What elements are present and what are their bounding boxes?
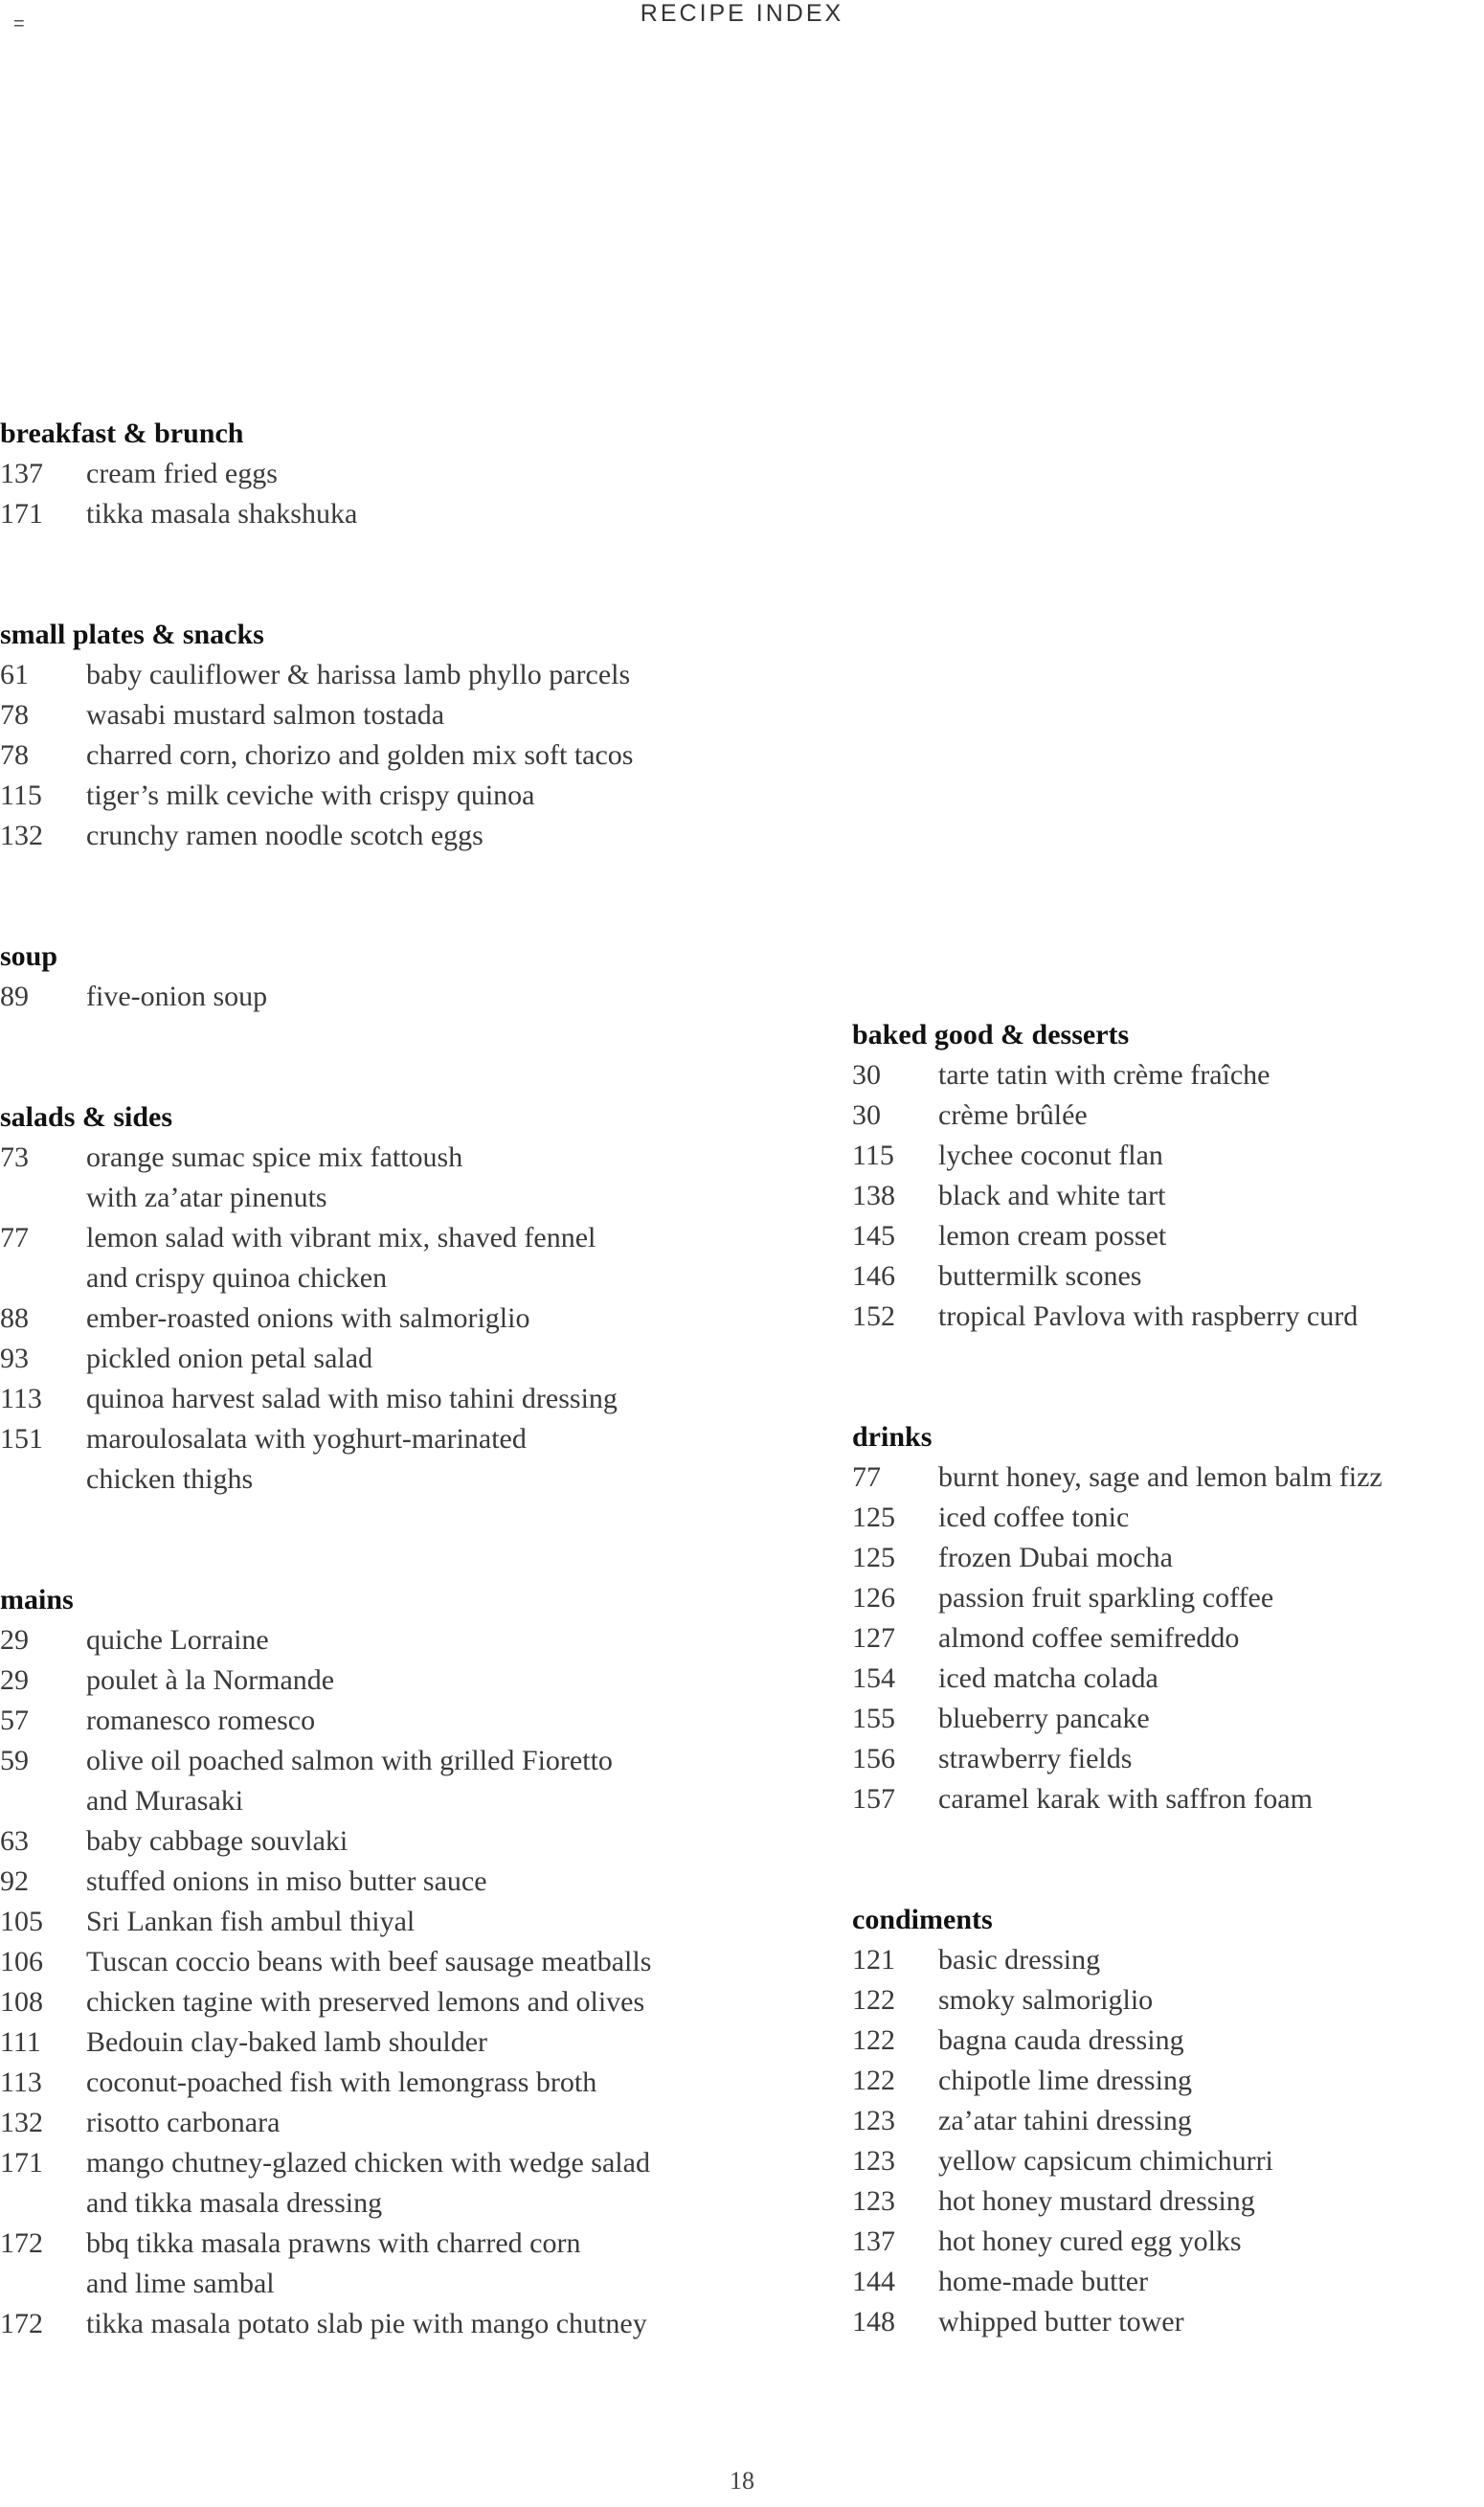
entry-page-number: 63 (0, 1825, 29, 1857)
entry-page-number: 144 (852, 2266, 895, 2297)
entry-page-number: 172 (0, 2227, 43, 2259)
index-entry (852, 2061, 1484, 2101)
entry-title: maroulosalata with yoghurt-marinated chicken thighs (86, 1423, 527, 1495)
entry-page-number: 127 (852, 1622, 895, 1654)
entry-page-number: 138 (852, 1180, 895, 1211)
entry-page-number: 30 (852, 1099, 881, 1131)
entry-page-number: 155 (852, 1703, 895, 1734)
entry-title: Tuscan coccio beans with beef sausage meatballs (86, 1946, 652, 1977)
index-entry (852, 1739, 1484, 1779)
entry-title: passion fruit sparkling coffee (938, 1582, 1274, 1614)
index-entry (0, 1379, 795, 1419)
entry-title: risotto carbonara (86, 2107, 281, 2138)
index-entry (0, 1862, 795, 1902)
entry-title: tikka masala shakshuka (86, 498, 358, 530)
entry-page-number: 151 (0, 1423, 43, 1455)
index-entry (852, 1136, 1484, 1176)
entry-title: crème brûlée (938, 1099, 1088, 1131)
index-entry (0, 1821, 795, 1862)
section-title: salads & sides (0, 1101, 173, 1133)
entry-title: baby cabbage souvlaki (86, 1825, 349, 1857)
entry-title: tropical Pavlova with raspberry curd (938, 1300, 1359, 1332)
running-head: RECIPE INDEX (640, 0, 844, 27)
section-small-plates-snacks (0, 615, 795, 856)
index-entry (0, 1419, 795, 1500)
section-salads-sides (0, 1097, 795, 1500)
index-entry (0, 454, 795, 494)
entry-page-number: 123 (852, 2105, 895, 2136)
index-entry (0, 1741, 795, 1821)
section-drinks (852, 1417, 1484, 1819)
left-column (0, 414, 795, 2344)
entry-title: strawberry fields (938, 1743, 1133, 1774)
index-entry (852, 1699, 1484, 1739)
entry-title: charred corn, chorizo and golden mix soft tacos (86, 739, 634, 771)
entry-title: chicken tagine with preserved lemons and olives (86, 1986, 645, 2018)
entry-page-number: 157 (852, 1783, 895, 1815)
entry-title: stuffed onions in miso butter sauce (86, 1865, 487, 1897)
index-entry (852, 1618, 1484, 1659)
entry-page-number: 148 (852, 2306, 895, 2338)
index-entry (852, 1940, 1484, 1980)
section-baked-good-desserts (852, 1015, 1484, 1337)
entry-page-number: 111 (0, 2026, 41, 2058)
index-entry (852, 1176, 1484, 1216)
entry-page-number: 123 (852, 2185, 895, 2217)
section-title: small plates & snacks (0, 619, 264, 650)
entry-title: hot honey mustard dressing (938, 2185, 1255, 2217)
entry-title: caramel karak with saffron foam (938, 1783, 1313, 1815)
index-entry (852, 2141, 1484, 2181)
entry-page-number: 61 (0, 659, 29, 690)
entry-title: whipped butter tower (938, 2306, 1184, 2338)
entry-page-number: 125 (852, 1502, 895, 1533)
entry-title: cream fried eggs (86, 458, 278, 489)
entry-page-number: 125 (852, 1542, 895, 1573)
index-entry (0, 1620, 795, 1660)
entry-title: iced matcha colada (938, 1662, 1158, 1694)
entry-title: burnt honey, sage and lemon balm fizz (938, 1461, 1383, 1493)
entry-page-number: 146 (852, 1260, 895, 1292)
index-entry (0, 816, 795, 856)
index-entry (852, 1659, 1484, 1699)
entry-title: wasabi mustard salmon tostada (86, 699, 445, 731)
section-breakfast-brunch (0, 414, 795, 534)
entry-page-number: 113 (0, 2067, 42, 2098)
index-entry (0, 1701, 795, 1741)
index-entry (852, 1095, 1484, 1136)
section-title: drinks (852, 1421, 933, 1453)
entry-title: lychee coconut flan (938, 1140, 1163, 1171)
entry-page-number: 106 (0, 1946, 43, 1977)
index-entry (852, 1498, 1484, 1538)
index-entry (0, 1982, 795, 2022)
entry-title: ember-roasted onions with salmoriglio (86, 1302, 530, 1334)
section-mains (0, 1580, 795, 2344)
entry-title: coconut-poached fish with lemongrass broth (86, 2067, 597, 2098)
index-entry (852, 1216, 1484, 1256)
entry-page-number: 88 (0, 1302, 29, 1334)
entry-title: almond coffee semifreddo (938, 1622, 1240, 1654)
section-title: condiments (852, 1904, 993, 1935)
entry-page-number: 59 (0, 1745, 29, 1776)
entry-title: blueberry pancake (938, 1703, 1150, 1734)
entry-title: tikka masala potato slab pie with mango chutney (86, 2308, 647, 2339)
index-entry (852, 2222, 1484, 2262)
index-entry (852, 1256, 1484, 1297)
index-entry (0, 1138, 795, 1218)
index-entry (0, 695, 795, 735)
index-entry (0, 1942, 795, 1982)
entry-page-number: 113 (0, 1383, 42, 1414)
entry-page-number: 122 (852, 2065, 895, 2096)
index-entry (0, 2224, 795, 2304)
entry-page-number: 93 (0, 1343, 29, 1374)
index-entry (852, 1980, 1484, 2021)
entry-page-number: 29 (0, 1664, 29, 1696)
entry-title: olive oil poached salmon with grilled Fioretto and Murasaki (86, 1745, 613, 1817)
entry-page-number: 73 (0, 1141, 29, 1173)
entry-title: bagna cauda dressing (938, 2024, 1184, 2056)
section-title: mains (0, 1584, 74, 1615)
index-entry (0, 2304, 795, 2344)
index-entry (852, 2302, 1484, 2342)
index-entry (0, 655, 795, 695)
entry-page-number: 115 (852, 1140, 894, 1171)
index-entry (0, 2022, 795, 2063)
entry-title: quiche Lorraine (86, 1624, 269, 1656)
entry-page-number: 122 (852, 2024, 895, 2056)
index-entry (0, 735, 795, 776)
section-title: breakfast & brunch (0, 418, 244, 449)
entry-title: tarte tatin with crème fraîche (938, 1059, 1270, 1091)
entry-title: pickled onion petal salad (86, 1343, 373, 1374)
entry-title: lemon cream posset (938, 1220, 1167, 1252)
section-title: soup (0, 940, 58, 972)
entry-title: za’atar tahini dressing (938, 2105, 1192, 2136)
entry-page-number: 137 (852, 2225, 895, 2257)
entry-page-number: 78 (0, 699, 29, 731)
entry-page-number: 171 (0, 2147, 43, 2179)
index-entry (0, 776, 795, 816)
page-number: 18 (730, 2467, 754, 2495)
entry-title: Bedouin clay-baked lamb shoulder (86, 2026, 488, 2058)
entry-title: yellow capsicum chimichurri (938, 2145, 1273, 2177)
entry-title: quinoa harvest salad with miso tahini dressing (86, 1383, 618, 1414)
entry-page-number: 108 (0, 1986, 43, 2018)
entry-page-number: 29 (0, 1624, 29, 1656)
index-entry (0, 977, 795, 1017)
entry-page-number: 122 (852, 1984, 895, 2016)
index-entry (852, 2021, 1484, 2061)
entry-title: bbq tikka masala prawns with charred corn and lime sambal (86, 2227, 581, 2299)
entry-title: crunchy ramen noodle scotch eggs (86, 820, 483, 851)
entry-page-number: 92 (0, 1865, 29, 1897)
entry-page-number: 154 (852, 1662, 895, 1694)
entry-page-number: 126 (852, 1582, 895, 1614)
index-entry (852, 1297, 1484, 1337)
index-entry (852, 2262, 1484, 2302)
entry-page-number: 30 (852, 1059, 881, 1091)
entry-page-number: 78 (0, 739, 29, 771)
entry-page-number: 145 (852, 1220, 895, 1252)
entry-title: hot honey cured egg yolks (938, 2225, 1242, 2257)
entry-page-number: 132 (0, 2107, 43, 2138)
entry-page-number: 156 (852, 1743, 895, 1774)
entry-page-number: 57 (0, 1705, 29, 1736)
entry-page-number: 115 (0, 779, 42, 811)
right-column (852, 1015, 1484, 2342)
index-entry (0, 2063, 795, 2103)
section-soup (0, 937, 795, 1017)
entry-page-number: 105 (0, 1906, 43, 1937)
entry-title: iced coffee tonic (938, 1502, 1130, 1533)
entry-page-number: 137 (0, 458, 43, 489)
entry-page-number: 77 (852, 1461, 881, 1493)
index-entry (852, 1055, 1484, 1095)
entry-page-number: 121 (852, 1944, 895, 1976)
entry-title: chipotle lime dressing (938, 2065, 1192, 2096)
index-entry (0, 494, 795, 534)
entry-title: home-made butter (938, 2266, 1149, 2297)
index-entry (0, 1339, 795, 1379)
entry-title: basic dressing (938, 1944, 1101, 1976)
header-mark: = (13, 13, 25, 34)
index-entry (852, 1538, 1484, 1578)
entry-title: black and white tart (938, 1180, 1166, 1211)
entry-title: buttermilk scones (938, 1260, 1142, 1292)
entry-title: orange sumac spice mix fattoush with za’atar pinenuts (86, 1141, 463, 1213)
entry-page-number: 77 (0, 1222, 29, 1254)
index-entry (0, 2143, 795, 2224)
entry-page-number: 152 (852, 1300, 895, 1332)
index-entry (852, 1457, 1484, 1498)
entry-title: five-onion soup (86, 981, 268, 1012)
entry-title: lemon salad with vibrant mix, shaved fennel and crispy quinoa chicken (86, 1222, 596, 1294)
index-entry (0, 1299, 795, 1339)
index-entry (0, 2103, 795, 2143)
index-entry (852, 1779, 1484, 1819)
entry-page-number: 132 (0, 820, 43, 851)
entry-title: mango chutney-glazed chicken with wedge salad and tikka masala dressing (86, 2147, 650, 2219)
entry-title: baby cauliflower & harissa lamb phyllo parcels (86, 659, 631, 690)
entry-page-number: 123 (852, 2145, 895, 2177)
section-title: baked good & desserts (852, 1019, 1130, 1050)
entry-title: tiger’s milk ceviche with crispy quinoa (86, 779, 535, 811)
entry-title: poulet à la Normande (86, 1664, 335, 1696)
index-entry (0, 1660, 795, 1701)
entry-page-number: 172 (0, 2308, 43, 2339)
entry-page-number: 171 (0, 498, 43, 530)
entry-title: frozen Dubai mocha (938, 1542, 1173, 1573)
entry-page-number: 89 (0, 981, 29, 1012)
entry-title: smoky salmoriglio (938, 1984, 1154, 2016)
index-entry (852, 2181, 1484, 2222)
index-entry (0, 1902, 795, 1942)
index-entry (0, 1218, 795, 1299)
index-entry (852, 2101, 1484, 2141)
section-condiments (852, 1900, 1484, 2342)
index-entry (852, 1578, 1484, 1618)
entry-title: Sri Lankan fish ambul thiyal (86, 1906, 416, 1937)
entry-title: romanesco romesco (86, 1705, 316, 1736)
